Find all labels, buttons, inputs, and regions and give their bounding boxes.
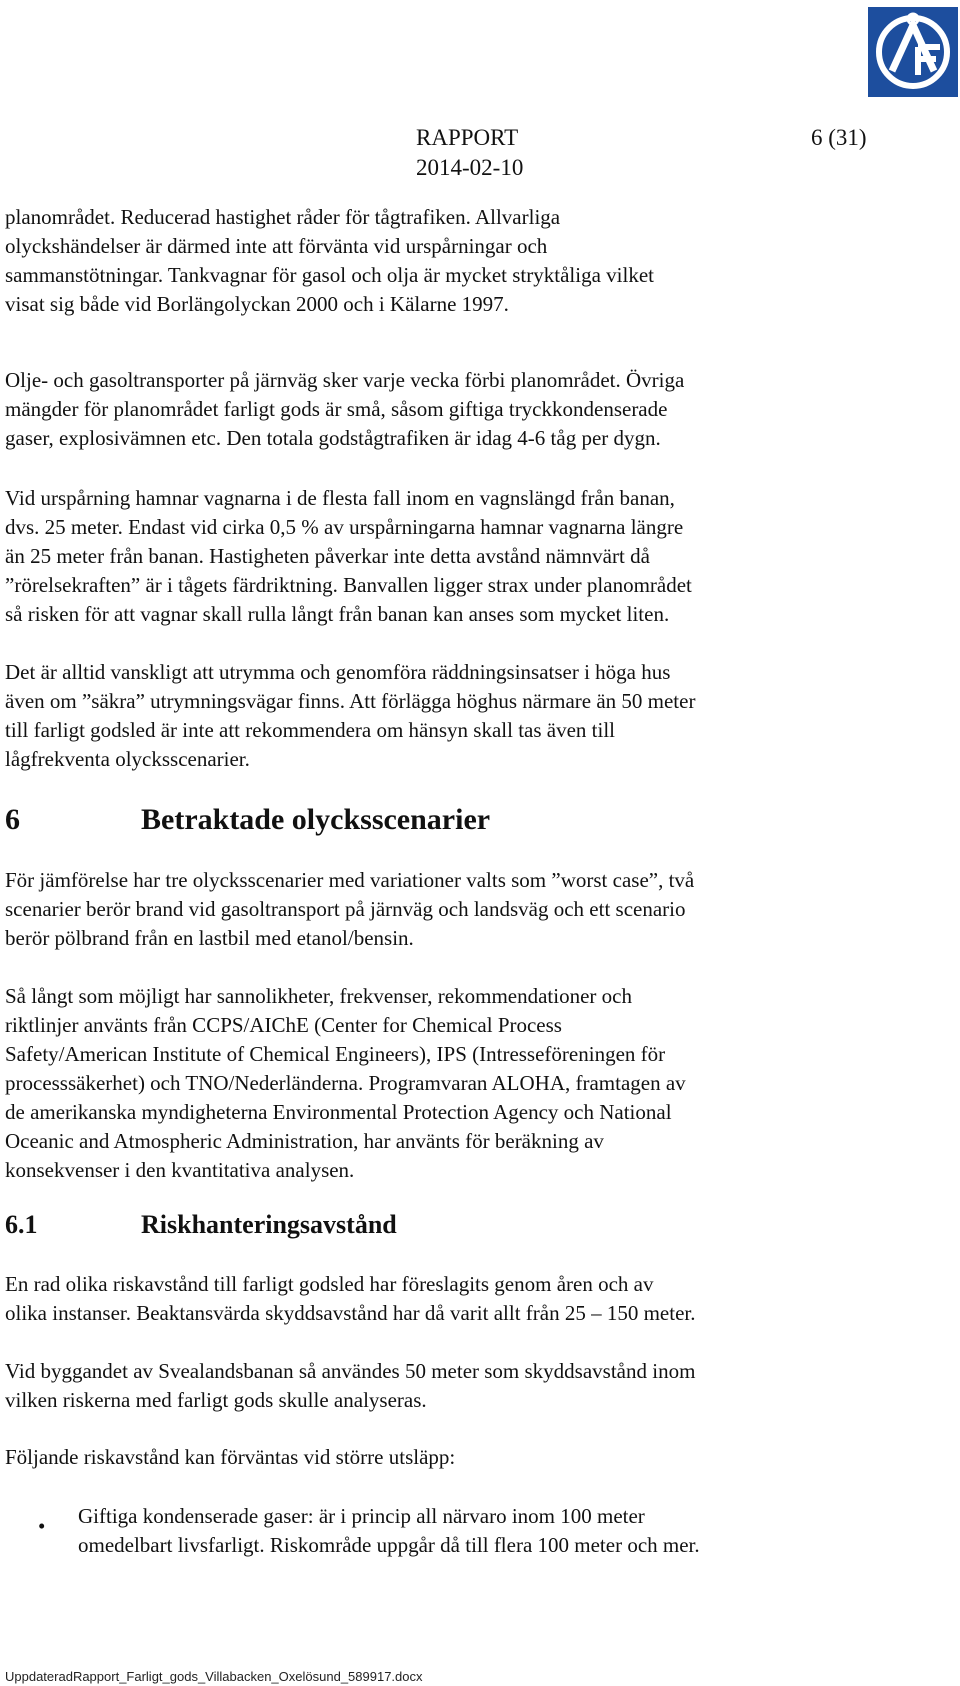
report-label: RAPPORT [416, 125, 519, 150]
subsection-number: 6.1 [5, 1210, 38, 1239]
bullet-icon: • [38, 1514, 46, 1538]
paragraph: Det är alltid vanskligt att utrymma och genomföra räddningsinsatser i höga hus även om ”säkra” utrymningsvägar finns. Att förlägga höghus närmare än 50 meter till farligt godsled är inte att rekommendera om hänsyn skall tas även till lågfrekventa olycksscenarier. [5, 660, 696, 771]
paragraph: planområdet. Reducerad hastighet råder för tågtrafiken. Allvarliga olyckshändelser är därmed inte att förvänta vid urspårningar och sammanstötningar. Tankvagnar för gasol och olja är mycket stryktåliga vilket visat sig både vid Borlängolyckan 2000 och i Kälarne 1997. [5, 205, 654, 316]
section-heading [5, 800, 490, 840]
list-item: Giftiga kondenserade gaser: är i princip all närvaro inom 100 meter omedelbart livsfarligt. Riskområde uppgår då till flera 100 meter och mer. [78, 1504, 700, 1557]
paragraph: För jämförelse har tre olycksscenarier med variationer valts som ”worst case”, två scenarier berör brand vid gasoltransport på järnväg och landsväg och ett scenario berör pölbrand från en lastbil med etanol/bensin. [5, 868, 695, 950]
report-date: 2014-02-10 [416, 155, 524, 180]
paragraph: Vid byggandet av Svealandsbanan så användes 50 meter som skyddsavstånd inom vilken riskerna med farligt gods skulle analyseras. [5, 1359, 696, 1412]
footer-filename: UppdateradRapport_Farligt_gods_Villabacken_Oxelösund_589917.docx [5, 1669, 423, 1684]
subsection-title: Riskhanteringsavstånd [141, 1210, 397, 1239]
paragraph: Så långt som möjligt har sannolikheter, frekvenser, rekommendationer och riktlinjer använts från CCPS/AIChE (Center for Chemical Process Safety/American Institute of Chemical Engineers), IPS (Intresseföreningen för processsäkerhet) och TNO/Nederländerna. Programvaran ALOHA, framtagen av de amerikanska myndigheterna Environmental Protection Agency och National Oceanic and Atmospheric Administration, har använts för beräkning av konsekvenser i den kvantitativa analysen. [5, 984, 686, 1182]
paragraph: Vid urspårning hamnar vagnarna i de flesta fall inom en vagnslängd från banan, dvs. 25 meter. Endast vid cirka 0,5 % av urspårningarna hamnar vagnarna längre än 25 meter från banan. Hastigheten påverkar inte detta avstånd nämnvärt då ”rörelsekraften” är i tågets färdriktning. Banvallen ligger strax under planområdet så risken för att vagnar skall rulla långt från banan kan anses som mycket liten. [5, 486, 692, 626]
af-logo [868, 7, 958, 97]
paragraph: Följande riskavstånd kan förväntas vid större utsläpp: [5, 1445, 456, 1469]
section-title: Betraktade olycksscenarier [141, 803, 491, 836]
page-number: 6 (31) [811, 125, 867, 150]
paragraph: Olje- och gasoltransporter på järnväg sker varje vecka förbi planområdet. Övriga mängder för planområdet farligt gods är små, såsom giftiga tryckkondenserade gaser, explosivämnen etc. Den totala godstågtrafiken är idag 4-6 tåg per dygn. [5, 368, 685, 450]
paragraph: En rad olika riskavstånd till farligt godsled har föreslagits genom åren och av olika instanser. Beaktansvärda skyddsavstånd har då varit allt från 25 – 150 meter. [5, 1272, 696, 1325]
section-number: 6 [5, 803, 20, 836]
subsection-heading [5, 1208, 397, 1242]
